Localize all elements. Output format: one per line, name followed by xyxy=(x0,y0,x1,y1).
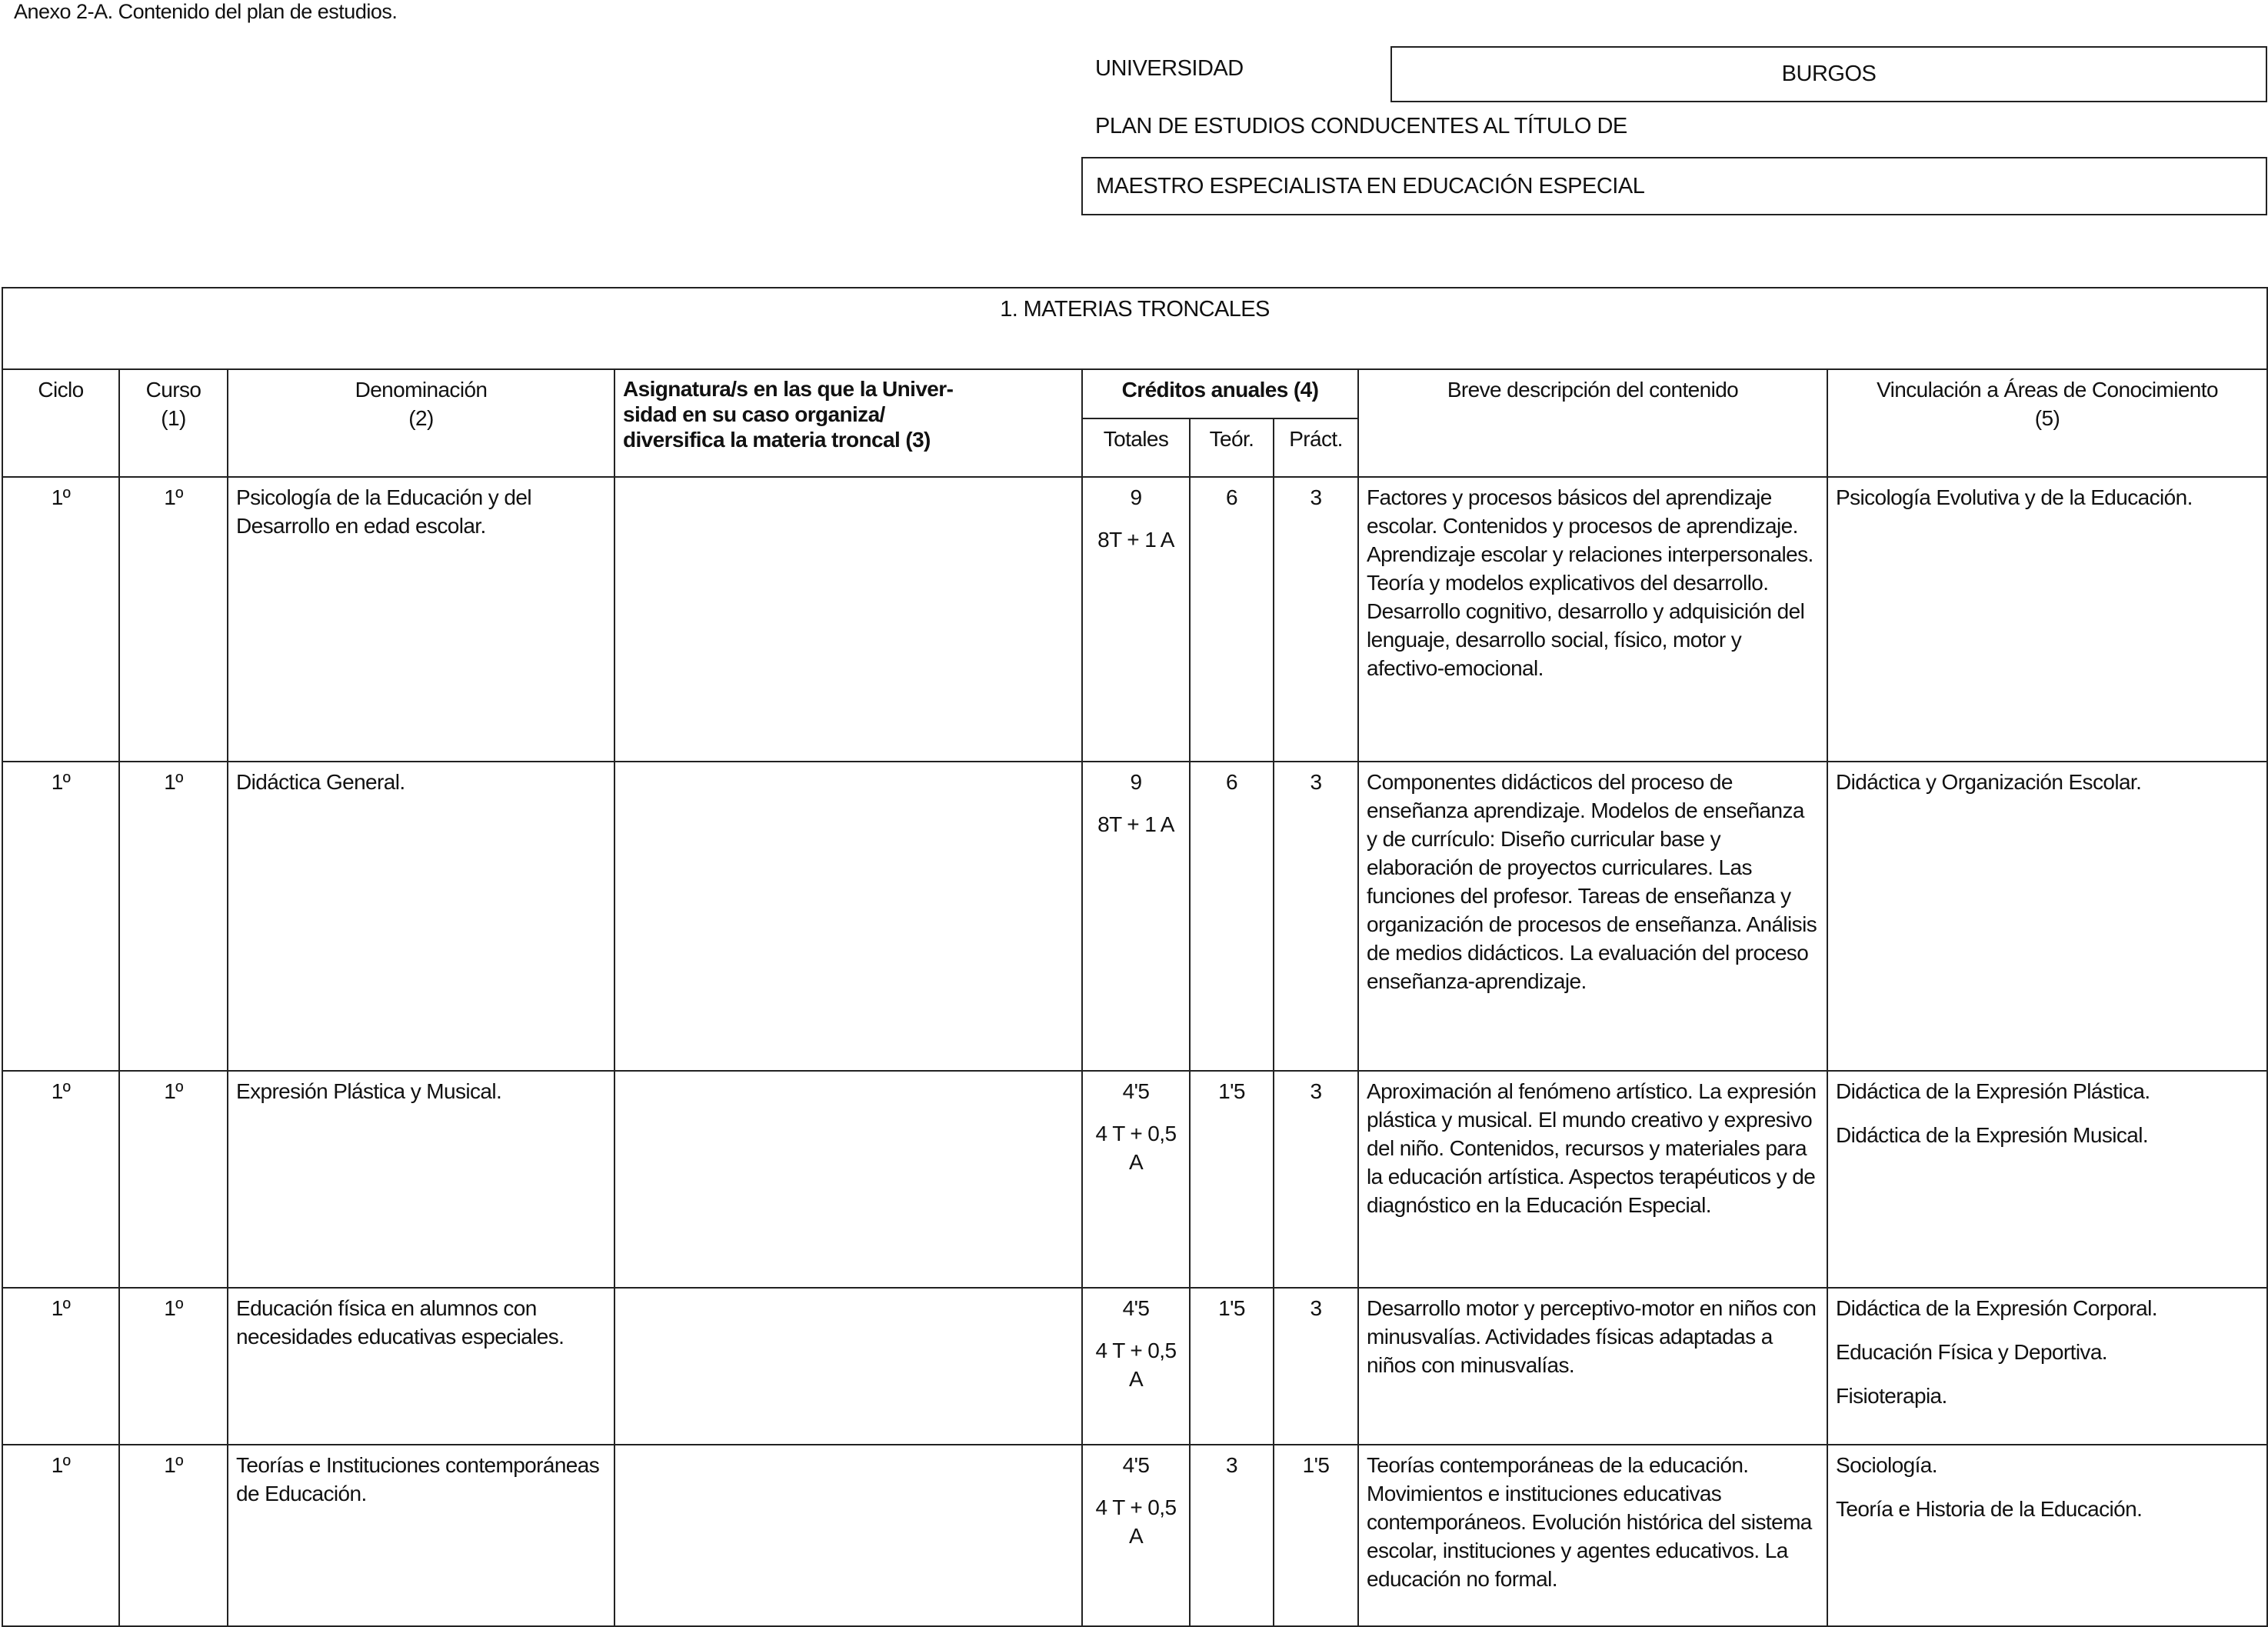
cell-curso: 1º xyxy=(119,762,228,1071)
cell-totales-detalle: 4 T + 0,5 A xyxy=(1095,1121,1177,1174)
annex-title: Anexo 2-A. Contenido del plan de estudios. xyxy=(14,0,398,23)
cell-practicos: 3 xyxy=(1274,1071,1358,1288)
cell-curso: 1º xyxy=(119,477,228,762)
table-row xyxy=(2,1071,2267,1288)
table-row xyxy=(2,1445,2267,1626)
cell-denominacion: Didáctica General. xyxy=(228,762,614,1071)
cell-totales-detalle: 4 T + 0,5 A xyxy=(1095,1495,1177,1548)
cell-teoricos: 6 xyxy=(1190,762,1274,1071)
cell-totales-detalle: 8T + 1 A xyxy=(1097,812,1174,836)
cell-denominacion: Psicología de la Educación y del Desarrollo en edad escolar. xyxy=(228,477,614,762)
cell-practicos: 3 xyxy=(1274,762,1358,1071)
cell-totales: 4'5 4 T + 0,5 A xyxy=(1082,1445,1190,1626)
area-item: Educación Física y Deportiva. xyxy=(1836,1339,2107,1364)
cell-areas xyxy=(1827,1445,2267,1626)
cell-teoricos: 1'5 xyxy=(1190,1288,1274,1445)
cell-totales: 4'5 4 T + 0,5 A xyxy=(1082,1071,1190,1288)
col-ciclo: Ciclo xyxy=(2,369,119,477)
cell-asignatura xyxy=(614,477,1082,762)
cell-practicos: 3 xyxy=(1274,1288,1358,1445)
cell-areas xyxy=(1827,762,2267,1071)
cell-descripcion: Factores y procesos básicos del aprendizaje escolar. Contenidos y procesos de aprendizaje. Aprendizaje escolar y relaciones interpersonales. Teoría y modelos explicativos del desarrollo. Desarrollo cognitivo, desarrollo y adquisición del lenguaje, desarrollo social, físico, motor y afectivo-emocional. xyxy=(1358,477,1827,762)
university-value-box xyxy=(1390,46,2267,102)
cell-asignatura xyxy=(614,1071,1082,1288)
col-areas: Vinculación a Áreas de Conocimiento (5) xyxy=(1827,369,2267,477)
cell-denominacion: Educación física en alumnos con necesidades educativas especiales. xyxy=(228,1288,614,1445)
table-row xyxy=(2,1288,2267,1445)
cell-areas xyxy=(1827,477,2267,762)
cell-totales: 9 8T + 1 A xyxy=(1082,762,1190,1071)
cell-curso: 1º xyxy=(119,1445,228,1626)
cell-teoricos: 1'5 xyxy=(1190,1071,1274,1288)
col-practicos: Práct. xyxy=(1274,418,1358,477)
cell-totales: 9 8T + 1 A xyxy=(1082,477,1190,762)
col-descripcion: Breve descripción del contenido xyxy=(1358,369,1827,477)
cell-descripcion: Aproximación al fenómeno artístico. La expresión plástica y musical. El mundo creativo y expresivo del niño. Contenidos, recursos y materiales para la educación artística. Aspectos terapéuticos y de diagnóstico en la Educación Especial. xyxy=(1358,1071,1827,1288)
cell-areas xyxy=(1827,1071,2267,1288)
cell-ciclo: 1º xyxy=(2,477,119,762)
area-item: Teoría e Historia de la Educación. xyxy=(1836,1496,2143,1521)
cell-teoricos: 6 xyxy=(1190,477,1274,762)
cell-teoricos: 3 xyxy=(1190,1445,1274,1626)
cell-asignatura xyxy=(614,1445,1082,1626)
col-asignatura: Asignatura/s en las que la Univer- sidad en su caso organiza/ diversifica la materia troncal (3) xyxy=(614,369,1082,477)
plan-label: PLAN DE ESTUDIOS CONDUCENTES AL TÍTULO DE xyxy=(1095,114,1627,138)
cell-practicos: 3 xyxy=(1274,477,1358,762)
cell-descripcion: Componentes didácticos del proceso de enseñanza aprendizaje. Modelos de enseñanza y de currículo: Diseño curricular base y elaboración de proyectos curriculares. Las funciones del profesor. Tareas de enseñanza y organización de procesos de enseñanza. Análisis de medios didácticos. La evaluación del proceso enseñanza-aprendizaje. xyxy=(1358,762,1827,1071)
cell-areas xyxy=(1827,1288,2267,1445)
degree-title: MAESTRO ESPECIALISTA EN EDUCACIÓN ESPECIAL xyxy=(1096,173,1645,198)
university-value: BURGOS xyxy=(1781,62,1877,86)
area-item: Sociología. xyxy=(1836,1453,1937,1477)
cell-ciclo: 1º xyxy=(2,1445,119,1626)
col-denominacion: Denominación (2) xyxy=(228,369,614,477)
col-curso: Curso (1) xyxy=(119,369,228,477)
area-item: Psicología Evolutiva y de la Educación. xyxy=(1836,485,2193,509)
col-totales: Totales xyxy=(1082,418,1190,477)
cell-asignatura xyxy=(614,1288,1082,1445)
area-item: Didáctica y Organización Escolar. xyxy=(1836,770,2142,794)
cell-totales-detalle: 4 T + 0,5 A xyxy=(1095,1338,1177,1391)
col-creditos: Créditos anuales (4) xyxy=(1082,369,1358,418)
section-title: 1. MATERIAS TRONCALES xyxy=(2,288,2267,369)
table-row xyxy=(2,762,2267,1071)
university-label: UNIVERSIDAD xyxy=(1095,56,1244,81)
cell-curso: 1º xyxy=(119,1071,228,1288)
cell-totales: 4'5 4 T + 0,5 A xyxy=(1082,1288,1190,1445)
cell-ciclo: 1º xyxy=(2,762,119,1071)
cell-descripcion: Teorías contemporáneas de la educación. Movimientos e instituciones educativas contemporáneos. Evolución histórica del sistema escolar, instituciones y agentes educativos. La educación no formal. xyxy=(1358,1445,1827,1626)
cell-practicos: 1'5 xyxy=(1274,1445,1358,1626)
cell-curso: 1º xyxy=(119,1288,228,1445)
area-item: Fisioterapia. xyxy=(1836,1383,1947,1408)
cell-denominacion: Expresión Plástica y Musical. xyxy=(228,1071,614,1288)
cell-totales-detalle: 8T + 1 A xyxy=(1097,527,1174,552)
area-item: Didáctica de la Expresión Corporal. xyxy=(1836,1296,2157,1320)
col-teoricos: Teór. xyxy=(1190,418,1274,477)
table-row xyxy=(2,477,2267,762)
cell-asignatura xyxy=(614,762,1082,1071)
cell-ciclo: 1º xyxy=(2,1071,119,1288)
cell-descripcion: Desarrollo motor y perceptivo-motor en niños con minusvalías. Actividades físicas adaptadas a niños con minusvalías. xyxy=(1358,1288,1827,1445)
degree-box xyxy=(1081,157,2267,215)
cell-ciclo: 1º xyxy=(2,1288,119,1445)
area-item: Didáctica de la Expresión Musical. xyxy=(1836,1122,2149,1147)
cell-denominacion: Teorías e Instituciones contemporáneas de Educación. xyxy=(228,1445,614,1626)
troncales-table xyxy=(2,287,2268,1627)
area-item: Didáctica de la Expresión Plástica. xyxy=(1836,1079,2150,1103)
